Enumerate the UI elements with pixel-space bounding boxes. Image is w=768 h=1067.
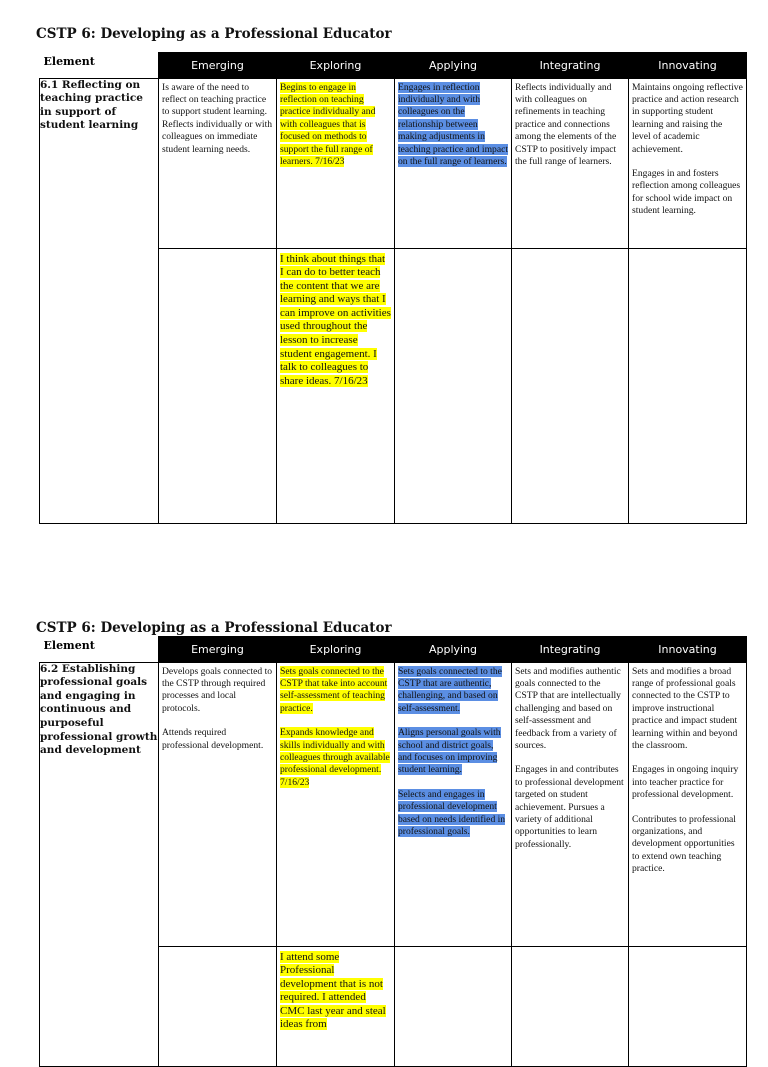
descriptor-exploring <box>277 662 395 946</box>
descriptor-text: Contributes to professional organizations, and development opportunities to extend own teaching practice. <box>632 813 736 875</box>
evidence-emerging <box>159 248 277 523</box>
descriptor-text: Attends required professional development. <box>162 727 264 751</box>
rubric-table-6-1 <box>39 52 747 524</box>
descriptor-text: Engages in and fosters reflection among colleagues for school wide impact on student learning. <box>632 167 741 217</box>
descriptor-text: Engages in ongoing inquiry into teacher practice for professional development. <box>632 764 739 801</box>
descriptor-text-highlighted: Selects and engages in professional development based on needs identified in professional goals. <box>398 788 506 837</box>
descriptor-applying <box>395 662 512 946</box>
descriptor-innovating <box>629 662 747 946</box>
level-header-exploring: Exploring <box>277 637 395 663</box>
descriptor-integrating <box>512 662 629 946</box>
descriptor-text-highlighted: Expands knowledge and skills individually and with colleagues through available professional development. 7/16/23 <box>280 727 390 788</box>
evidence-integrating <box>512 946 629 1066</box>
element-column-header: Element <box>40 637 159 663</box>
descriptor-text-highlighted: Engages in reflection individually and with colleagues on the relationship between making adjustments in teaching practice and impact on the full range of learners. <box>398 81 509 167</box>
level-header-exploring: Exploring <box>277 53 395 79</box>
descriptor-applying <box>395 78 512 248</box>
descriptor-exploring <box>277 78 395 248</box>
level-header-integrating: Integrating <box>512 53 629 79</box>
descriptor-text: Develops goals connected to the CSTP through required processes and local protocols. <box>162 665 273 714</box>
descriptor-text: Sets and modifies authentic goals connected to the CSTP that are intellectually challenging and based on self-assessment and feedback from a variety of sources. <box>515 665 621 751</box>
descriptor-text: Is aware of the need to reflect on teaching practice to support student learning. Reflects individually or with colleagues on immediate student learning needs. <box>162 81 273 155</box>
element-name: 6.1 Reflecting on teaching practice in support of student learning <box>40 78 159 523</box>
descriptor-integrating <box>512 78 629 248</box>
evidence-text: I think about things that I can do to better teach the content that we are learning and ways that I can improve on activities used throughout the lesson to increase student engagement. I talk to colleagues to share ideas. 7/16/23 <box>280 252 391 387</box>
descriptor-text: Reflects individually and with colleagues on refinements in teaching practice and connections among the elements of the CSTP to positively impact the full range of learners. <box>515 81 617 167</box>
descriptor-text-highlighted: Begins to engage in reflection on teaching practice individually and with colleagues that is focused on methods to support the full range of learners. 7/16/23 <box>280 81 376 167</box>
level-header-applying: Applying <box>395 637 512 663</box>
descriptor-text: Sets and modifies a broad range of professional goals connected to the CSTP to improve instructional practice and impact student learning within and beyond the classroom. <box>632 665 738 751</box>
descriptor-innovating <box>629 78 747 248</box>
section-title: CSTP 6: Developing as a Professional Educator <box>36 620 392 636</box>
level-header-emerging: Emerging <box>159 637 277 663</box>
evidence-exploring <box>277 946 395 1066</box>
rubric-table-6-2 <box>39 636 747 1067</box>
evidence-applying <box>395 946 512 1066</box>
descriptor-text: Engages in and contributes to professional development targeted on student achievement. Pursues a variety of additional opportunities to learn professionally. <box>515 764 624 850</box>
level-header-integrating: Integrating <box>512 637 629 663</box>
evidence-integrating <box>512 248 629 523</box>
evidence-innovating <box>629 248 747 523</box>
evidence-emerging <box>159 946 277 1066</box>
evidence-innovating <box>629 946 747 1066</box>
descriptor-emerging <box>159 662 277 946</box>
descriptor-text-highlighted: Sets goals connected to the CSTP that are authentic, challenging, and based on self-assessment. <box>398 665 502 714</box>
descriptor-emerging <box>159 78 277 248</box>
descriptor-text-highlighted: Aligns personal goals with school and district goals, and focuses on improving student learning. <box>398 727 501 776</box>
descriptor-text: Maintains ongoing reflective practice and action research in supporting student learning and raising the level of academic achievement. <box>632 81 743 155</box>
evidence-text: I attend some Professional development that is not required. I attended CMC last year and steal ideas from <box>280 950 386 1031</box>
element-name: 6.2 Establishing professional goals and engaging in continuous and purposeful professional growth and development <box>40 662 159 1066</box>
level-header-emerging: Emerging <box>159 53 277 79</box>
level-header-innovating: Innovating <box>629 637 747 663</box>
section-title: CSTP 6: Developing as a Professional Educator <box>36 26 392 42</box>
level-header-applying: Applying <box>395 53 512 79</box>
element-column-header: Element <box>40 53 159 79</box>
evidence-exploring <box>277 248 395 523</box>
evidence-applying <box>395 248 512 523</box>
descriptor-text-highlighted: Sets goals connected to the CSTP that take into account self-assessment of teaching practice. <box>280 665 388 714</box>
level-header-innovating: Innovating <box>629 53 747 79</box>
